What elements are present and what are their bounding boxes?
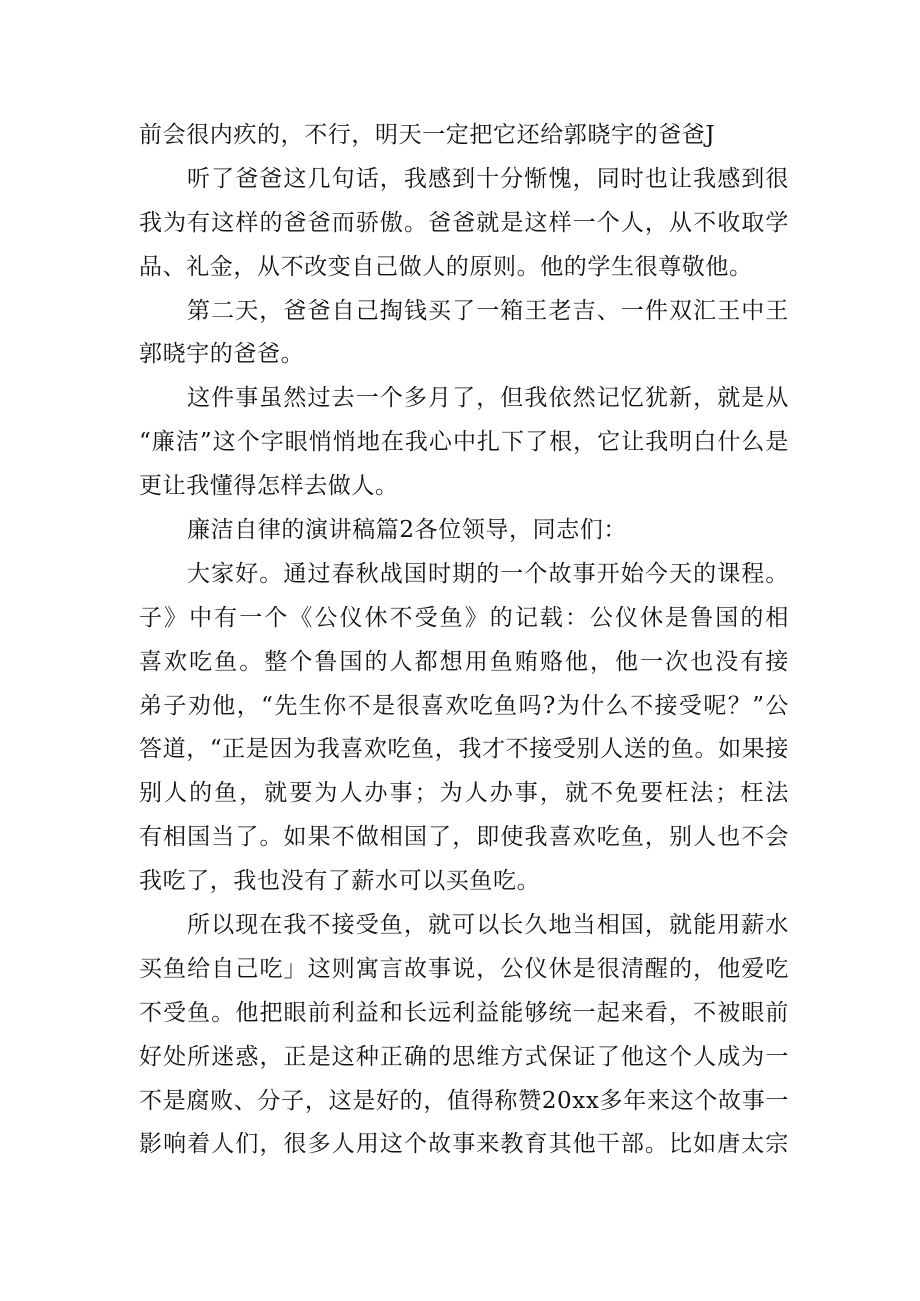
text-line: 不受鱼。他把眼前利益和长远利益能够统一起来看，不被眼前 — [139, 999, 789, 1026]
text-line: 前会很内疚的，不行，明天一定把它还给郭晓宇的爸爸J — [139, 122, 716, 148]
text-line: 好处所迷惑，正是这种正确的思维方式保证了他这个人成为一 — [139, 1043, 789, 1070]
text-line: 影响着人们，很多人用这个故事来教育其他干部。比如唐太宗 — [139, 1131, 789, 1158]
text-line: 别人的鱼，就要为人办事；为人办事，就不免要枉法；枉法 — [139, 780, 789, 807]
text-line: 郭晓宇的爸爸。 — [139, 341, 305, 368]
text-line: “廉洁”这个字眼悄悄地在我心中扎下了根，它让我明白什么是 — [139, 429, 789, 456]
text-line: 这件事虽然过去一个多月了，但我依然记忆犹新，就是从 — [187, 385, 789, 412]
text-line: 大家好。通过春秋战国时期的一个故事开始今天的课程。 — [187, 560, 789, 587]
text-line: 子》中有一个《公仪休不受鱼》的记载：公仪休是鲁国的相 — [139, 604, 789, 631]
text-line: 我为有这样的爸爸而骄傲。爸爸就是这样一个人，从不收取学 — [139, 209, 789, 236]
text-line: 喜欢吃鱼。整个鲁国的人都想用鱼贿赂他，他一次也没有接 — [139, 648, 789, 675]
text-line: 品、礼金，从不改变自己做人的原则。他的学生很尊敬他。 — [139, 253, 753, 280]
document-body — [139, 114, 789, 1167]
text-line: 弟子劝他，“先生你不是很喜欢吃鱼吗?为什么不接受呢？”公 — [139, 692, 789, 719]
text-line: 听了爸爸这几句话，我感到十分惭愧，同时也让我感到很 — [187, 165, 789, 192]
text-line: 有相国当了。如果不做相国了，即使我喜欢吃鱼，别人也不会 — [139, 824, 789, 851]
text-line: 更让我懂得怎样去做人。 — [139, 473, 399, 500]
text-line: 答道，“正是因为我喜欢吃鱼，我才不接受别人送的鱼。如果接 — [139, 736, 789, 763]
text-line: 所以现在我不接受鱼，就可以长久地当相国，就能用薪水 — [187, 912, 789, 939]
text-line: 不是腐败、分子，这是好的，值得称赞20xx多年来这个故事一 — [139, 1087, 789, 1114]
text-line: 第二天，爸爸自己掏钱买了一箱王老吉、一件双汇王中王 — [187, 297, 789, 324]
text-line: 廉洁自律的演讲稿篇2各位领导，同志们： — [187, 517, 628, 544]
text-line: 我吃了，我也没有了薪水可以买鱼吃。 — [139, 868, 541, 895]
text-line: 买鱼给自己吃」这则寓言故事说，公仪休是很清醒的，他爱吃 — [139, 955, 789, 982]
